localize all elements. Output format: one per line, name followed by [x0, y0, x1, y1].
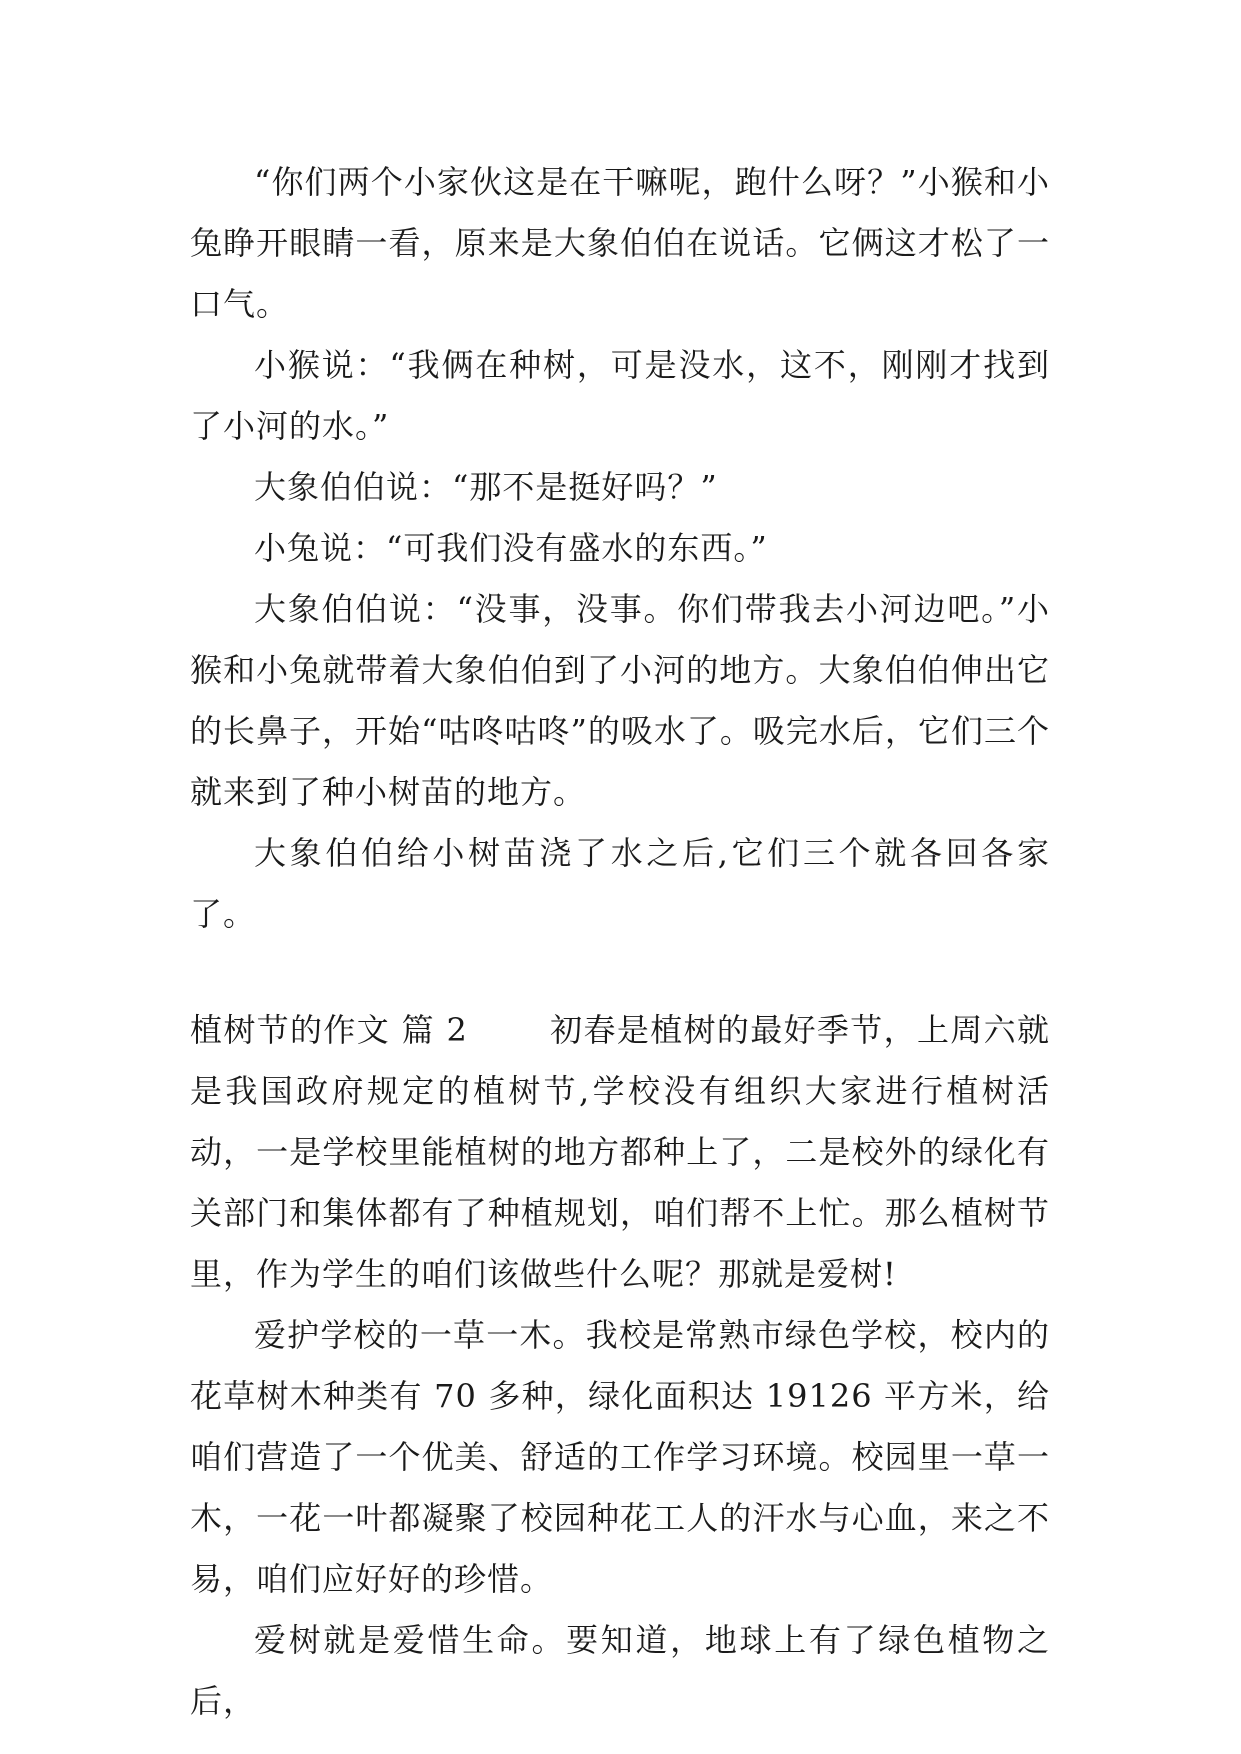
document-page — [190, 152, 1050, 1732]
essay2-paragraph-2: 爱护学校的一草一木。我校是常熟市绿色学校，校内的花草树木种类有 70 多种，绿化面积达 19126 平方米，给咱们营造了一个优美、舒适的工作学习环境。校园里一草一木，一花一叶都凝聚了校园种花工人的汗水与心血，来之不易，咱们应好好的珍惜。 — [190, 1316, 1050, 1598]
story-paragraph-1: “你们两个小家伙这是在干嘛呢，跑什么呀？”小猴和小兔睁开眼睛一看，原来是大象伯伯在说话。它俩这才松了一口气。 — [190, 163, 1050, 323]
story-paragraph-6: 大象伯伯给小树苗浇了水之后,它们三个就各回各家了。 — [190, 834, 1050, 933]
essay2-title: 植树节的作文 篇 2 — [190, 1011, 468, 1049]
story-paragraph-2: 小猴说：“我俩在种树，可是没水，这不，刚刚才找到了小河的水。” — [190, 346, 1050, 445]
story-paragraph-5: 大象伯伯说：“没事，没事。你们带我去小河边吧。”小猴和小兔就带着大象伯伯到了小河的地方。大象伯伯伸出它的长鼻子，开始“咕咚咕咚”的吸水了。吸完水后，它们三个就来到了种小树苗的地方。 — [190, 590, 1050, 811]
story-paragraph-3: 大象伯伯说：“那不是挺好吗？” — [254, 468, 718, 506]
essay2-first-paragraph — [190, 1000, 1050, 1305]
story-paragraph-4: 小兔说：“可我们没有盛水的东西。” — [254, 529, 768, 567]
essay2-paragraph-3: 爱树就是爱惜生命。要知道，地球上有了绿色植物之后， — [190, 1621, 1050, 1720]
essay2-intro-text: 初春是植树的最好季节，上周六就是我国政府规定的植树节,学校没有组织大家进行植树活动，一是学校里能植树的地方都种上了，二是校外的绿化有关部门和集体都有了种植规划，咱们帮不上忙。那么植树节里，作为学生的咱们该做些什么呢？那就是爱树! — [190, 1011, 1050, 1293]
section-spacer — [190, 945, 1050, 1000]
